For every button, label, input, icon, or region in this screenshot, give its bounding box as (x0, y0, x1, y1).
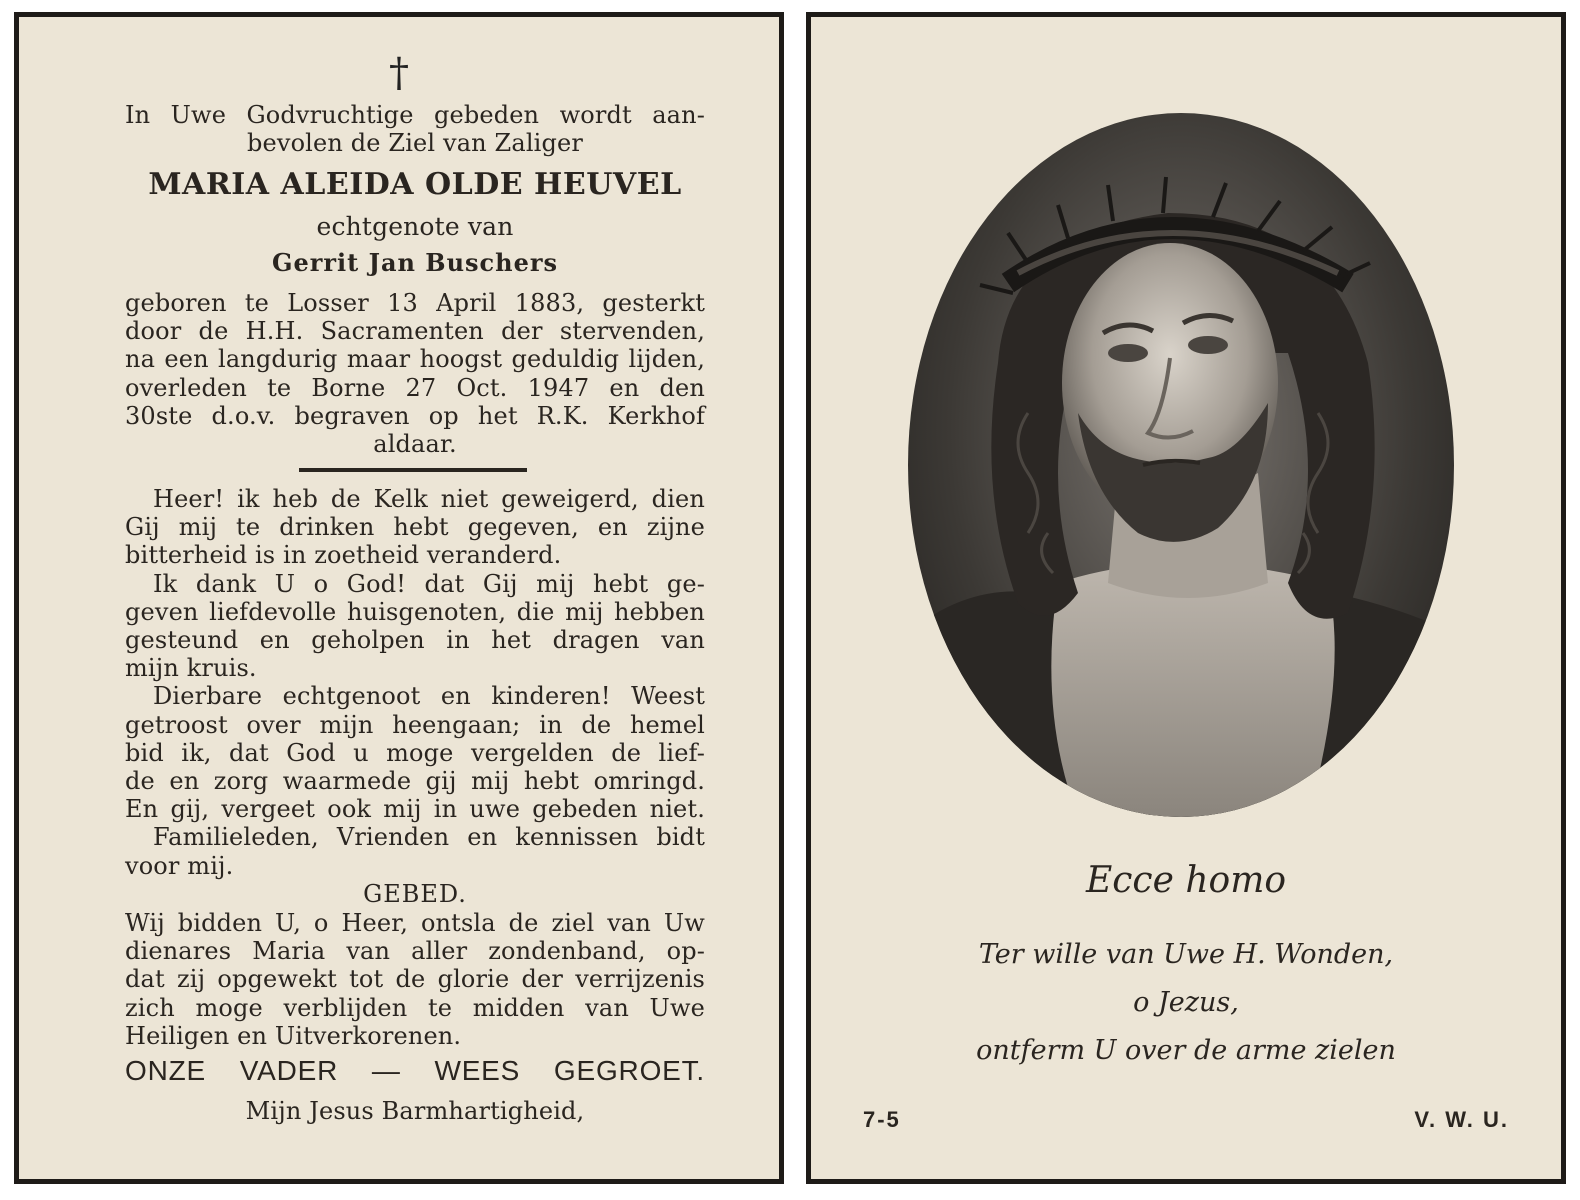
bio-block (125, 289, 705, 458)
message-line: de en zorg waarmede gij mij hebt omringd. (125, 767, 705, 796)
spouse-name: Gerrit Jan Buschers (271, 248, 559, 277)
intro-line-1: In Uwe Godvruchtige gebeden wordt aan- (125, 101, 705, 129)
message-line: Gij mij te drinken hebt gegeven, en zijne (125, 513, 705, 542)
prayer-line: dienares Maria van aller zondenband, op- (125, 937, 705, 966)
message-line: Familieleden, Vrienden en kennissen bidt (153, 823, 705, 852)
divider-rule (299, 468, 527, 472)
invocation-line-3: ontferm U over de arme zielen (976, 1035, 1396, 1066)
message-line: mijn kruis. (125, 654, 257, 683)
prayer-line: zich moge verblijden te midden van Uwe (125, 993, 705, 1022)
memorial-card-text (14, 12, 784, 1184)
closing-prayers: ONZE VADER — WEES GEGROET. (125, 1055, 705, 1086)
bio-line: na een langdurig maar hoogst geduldig lijden, (125, 345, 705, 374)
message-line: geven liefdevolle huisgenoten, die mij hebben (125, 597, 705, 626)
invocation-line-2: o Jezus, (1133, 987, 1239, 1018)
bio-line: 30ste d.o.v. begraven op het R.K. Kerkhof (125, 401, 705, 430)
bio-line: overleden te Borne 27 Oct. 1947 en den (125, 373, 705, 402)
message-line: Dierbare echtgenoot en kinderen! Weest (153, 682, 705, 711)
publisher-mark: V. W. U. (1414, 1107, 1509, 1132)
prayer-line: Wij bidden U, o Heer, ontsla de ziel van Uw (125, 909, 705, 937)
bio-line: door de H.H. Sacramenten der stervenden, (125, 317, 705, 346)
print-code-left: 7-5 (863, 1107, 901, 1132)
message-line: bitterheid is in zoetheid veranderd. (125, 541, 562, 570)
message-line: voor mij. (125, 851, 234, 880)
message-line: bid ik, dat God u moge vergelden de lief- (125, 738, 705, 767)
cross-icon: † (389, 50, 409, 96)
intro-block (125, 101, 705, 157)
image-title: Ecce homo (1085, 860, 1287, 901)
prayer-heading: GEBED. (363, 880, 467, 908)
message-line: getroost over mijn heengaan; in de hemel (125, 710, 705, 739)
deceased-name: MARIA ALEIDA OLDE HEUVEL (148, 167, 682, 202)
memorial-card-image (806, 12, 1566, 1184)
bio-line-last: aldaar. (373, 430, 457, 459)
bio-line: geboren te Losser 13 April 1883, gesterkt (125, 289, 705, 317)
prayer-block (125, 909, 705, 1050)
message-line: En gij, vergeet ook mij in uwe gebeden niet. (125, 795, 705, 824)
message-line: Heer! ik heb de Kelk niet geweigerd, dien (153, 485, 705, 513)
ecce-homo-portrait (908, 113, 1454, 817)
prayer-line: Heiligen en Uitverkorenen. (125, 1021, 462, 1050)
message-block (125, 485, 705, 880)
intro-line-2: bevolen de Ziel van Zaliger (247, 129, 583, 158)
message-line: gesteund en geholpen in het dragen van (125, 626, 705, 655)
prayer-line: dat zij opgewekt tot de glorie der verrijzenis (125, 965, 705, 994)
portrait-illustration (908, 113, 1454, 817)
final-line: Mijn Jesus Barmhartigheid, (245, 1097, 585, 1125)
invocation-line-1: Ter wille van Uwe H. Wonden, (978, 939, 1394, 970)
message-line: Ik dank U o God! dat Gij mij hebt ge- (153, 569, 705, 598)
spouse-relation: echtgenote van (316, 212, 514, 241)
